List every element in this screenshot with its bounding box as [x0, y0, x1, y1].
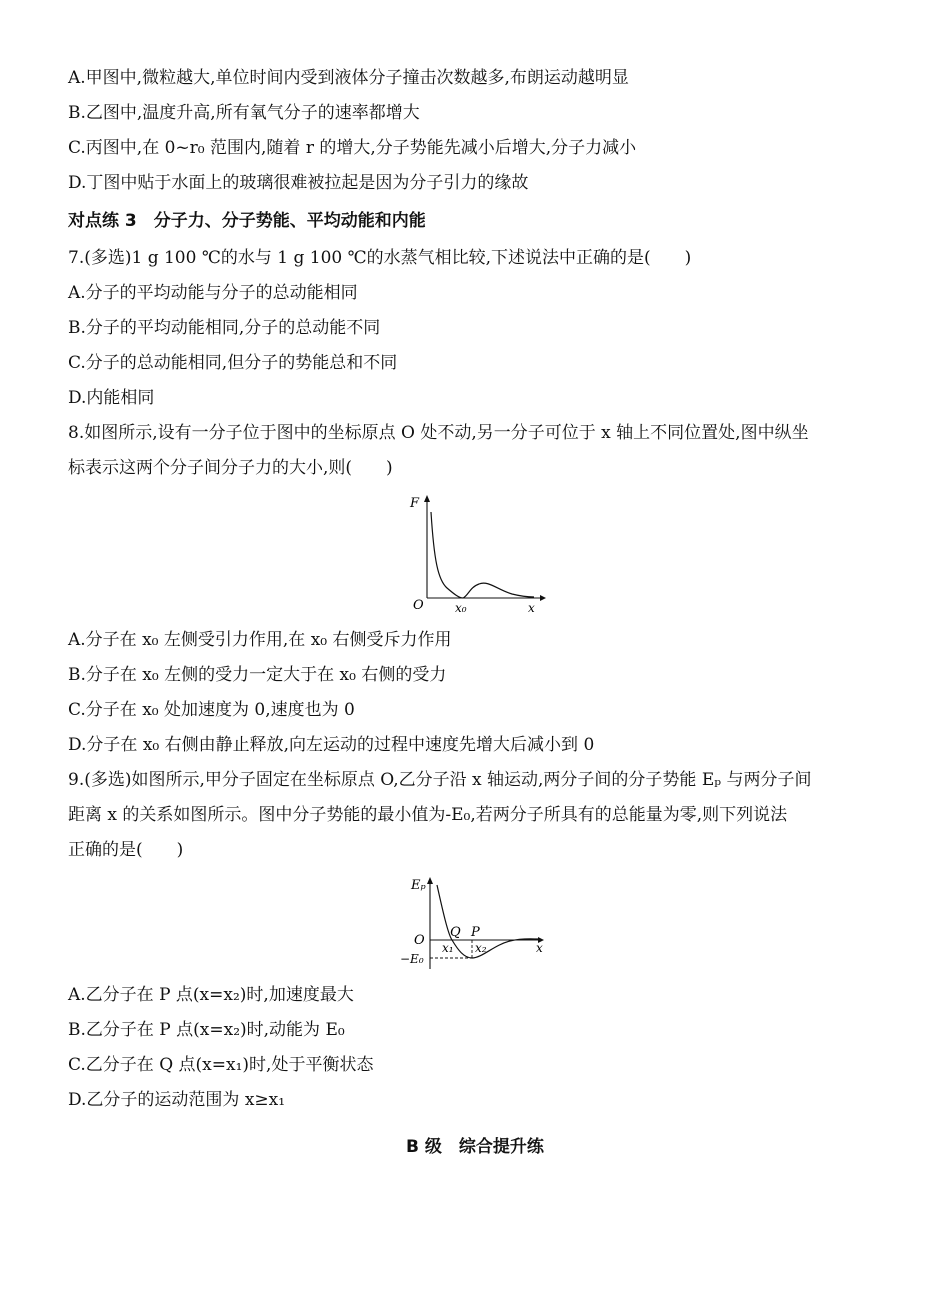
q7-option-c: C.分子的总动能相同,但分子的势能总和不同	[68, 353, 398, 373]
q8-option-d: D.分子在 x₀ 右侧由静止释放,向左运动的过程中速度先增大后减小到 0	[68, 735, 595, 755]
q9-option-b: B.乙分子在 P 点(x=x₂)时,动能为 E₀	[68, 1020, 345, 1040]
q7-option-d: D.内能相同	[68, 388, 155, 408]
section3-title: 对点练 3 分子力、分子势能、平均动能和内能	[68, 211, 426, 231]
fig2-neg-e0-label: −E₀	[400, 952, 424, 966]
fig1-x-arrow	[540, 595, 546, 601]
q9-stem-line1: 9.(多选)如图所示,甲分子固定在坐标原点 O,乙分子沿 x 轴运动,两分子间的分子势能 Eₚ 与两分子间	[68, 770, 812, 790]
q8-option-c: C.分子在 x₀ 处加速度为 0,速度也为 0	[68, 700, 355, 720]
fig2-p-label: P	[471, 925, 480, 940]
fig1-x-label: x	[528, 601, 535, 615]
q9-option-a: A.乙分子在 P 点(x=x₂)时,加速度最大	[68, 985, 354, 1005]
q8-stem-line1: 8.如图所示,设有一分子位于图中的坐标原点 O 处不动,另一分子可位于 x 轴上不同位置处,图中纵坐	[68, 423, 809, 443]
fig2-q-label: Q	[450, 925, 461, 940]
section-b-title: B 级 综合提升练	[406, 1137, 544, 1157]
fig2-origin-label: O	[414, 933, 425, 948]
q7-option-a: A.分子的平均动能与分子的总动能相同	[68, 283, 358, 303]
q7-option-b: B.分子的平均动能相同,分子的总动能不同	[68, 318, 381, 338]
force-distance-graph	[400, 490, 550, 620]
fig2-x-label: x	[536, 941, 543, 955]
fig1-force-curve	[431, 512, 534, 598]
fig1-y-label: F	[410, 496, 420, 511]
q9-stem-line3: 正确的是( )	[68, 840, 184, 860]
fig2-x1-label: x₁	[442, 941, 454, 955]
q9-option-d: D.乙分子的运动范围为 x≥x₁	[68, 1090, 286, 1110]
q6-option-a: A.甲图中,微粒越大,单位时间内受到液体分子撞击次数越多,布朗运动越明显	[68, 68, 629, 88]
q9-stem-line2: 距离 x 的关系如图所示。图中分子势能的最小值为-E₀,若两分子所具有的总能量为零,则下列说法	[68, 805, 788, 825]
fig2-y-label: Eₚ	[411, 878, 426, 893]
q9-option-c: C.乙分子在 Q 点(x=x₁)时,处于平衡状态	[68, 1055, 374, 1075]
fig1-origin-label: O	[413, 598, 424, 613]
fig2-x2-label: x₂	[475, 941, 487, 955]
q6-option-d: D.丁图中贴于水面上的玻璃很难被拉起是因为分子引力的缘故	[68, 173, 529, 193]
q6-option-c: C.丙图中,在 0~r₀ 范围内,随着 r 的增大,分子势能先减小后增大,分子力减小	[68, 138, 637, 158]
fig1-x0-label: x₀	[455, 601, 467, 615]
q8-stem-line2: 标表示这两个分子间分子力的大小,则( )	[68, 458, 393, 478]
potential-energy-graph	[398, 872, 558, 976]
q8-option-a: A.分子在 x₀ 左侧受引力作用,在 x₀ 右侧受斥力作用	[68, 630, 452, 650]
q8-option-b: B.分子在 x₀ 左侧的受力一定大于在 x₀ 右侧的受力	[68, 665, 447, 685]
fig1-y-arrow	[424, 495, 430, 502]
q7-stem: 7.(多选)1 g 100 ℃的水与 1 g 100 ℃的水蒸气相比较,下述说法中正确的是( )	[68, 248, 692, 268]
q6-option-b: B.乙图中,温度升高,所有氧气分子的速率都增大	[68, 103, 420, 123]
fig2-y-arrow	[427, 877, 433, 884]
